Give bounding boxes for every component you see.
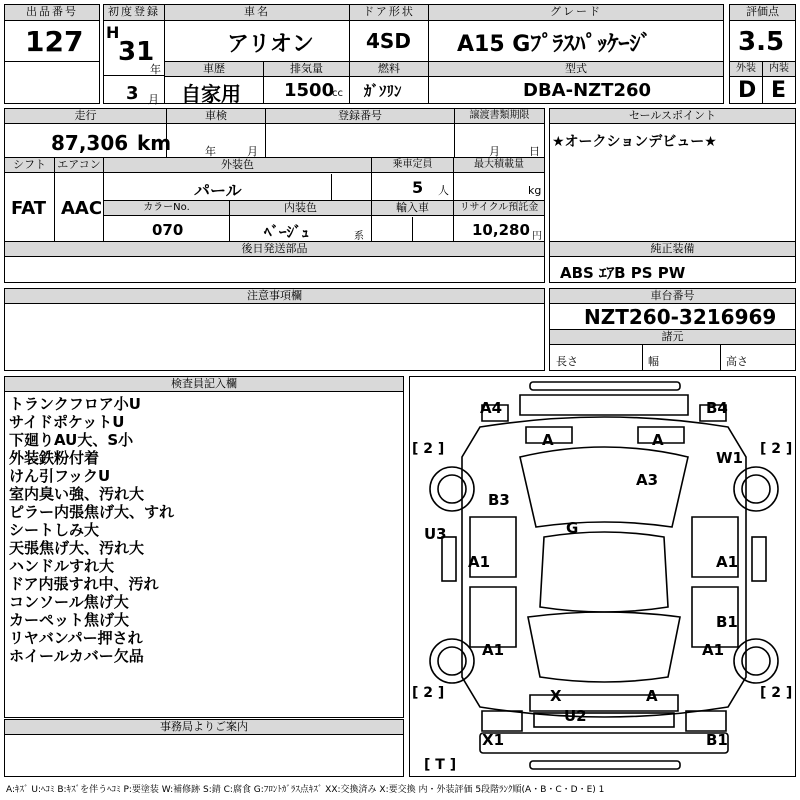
car-diagram xyxy=(409,376,796,777)
damage-U2: U2 xyxy=(564,707,587,725)
int-color-label: 内装色 xyxy=(230,201,371,216)
mileage-label: 走行 xyxy=(5,109,166,124)
color-box xyxy=(103,157,372,201)
inspector-note: サイドポケットU xyxy=(9,413,125,431)
inspector-note: ドア内張すれ中、汚れ xyxy=(9,575,159,593)
lot-label: 出品番号 xyxy=(5,5,99,21)
damage-A4: A4 xyxy=(480,399,503,417)
reg-year: 31 xyxy=(118,37,155,67)
caution-box xyxy=(4,288,545,371)
color-no: 070 xyxy=(152,221,184,239)
inspector-note: ピラー内張焦げ大、すれ xyxy=(9,503,175,521)
fuel: ｶﾞｿﾘﾝ xyxy=(364,82,402,100)
inspector-note: リヤバンパー押され xyxy=(9,629,143,647)
ac: AAC xyxy=(61,198,103,219)
exterior-box xyxy=(729,61,763,104)
recycle-box xyxy=(453,200,545,242)
transfer-box xyxy=(454,108,545,158)
spec-length: 長さ xyxy=(556,355,578,368)
first-reg-box xyxy=(103,4,165,104)
sales-point-label: セールスポイント xyxy=(550,109,795,124)
spec-label: 諸元 xyxy=(550,330,795,345)
chassis-box xyxy=(549,288,796,371)
office-label: 事務局よりご案内 xyxy=(5,720,403,735)
lot-blank xyxy=(4,61,100,104)
ac-label: エアコン xyxy=(55,158,103,173)
color-no-label: カラーNo. xyxy=(104,201,229,216)
damage-X1: X1 xyxy=(482,731,505,749)
inspector-note: カーペット焦げ大 xyxy=(9,611,130,629)
registration-box xyxy=(265,108,455,158)
bracket-bottom-left: [ 2 ] xyxy=(412,685,445,701)
recycle: 10,280 xyxy=(472,221,530,239)
inspector-note: トランクフロア小U xyxy=(9,395,141,413)
bracket-bottom-right: [ 2 ] xyxy=(760,685,793,701)
damage-A3: A3 xyxy=(636,471,659,489)
damage-B3: B3 xyxy=(488,491,510,509)
car-name-label: 車名 xyxy=(165,5,349,21)
capacity: 5 xyxy=(412,178,424,197)
inspector-note: ホイールカバー欠品 xyxy=(9,647,144,665)
car-name-box xyxy=(164,4,350,62)
spec-width: 幅 xyxy=(648,355,659,368)
damage-G: G xyxy=(566,519,579,537)
exterior-label: 外装 xyxy=(730,62,762,77)
inspector-note: 室内臭い強、汚れ大 xyxy=(9,485,145,503)
first-reg-label: 初度登録 xyxy=(104,5,164,21)
equipment-box xyxy=(549,241,796,283)
shift-label: シフト xyxy=(5,158,54,173)
displacement-label: 排気量 xyxy=(264,62,349,77)
car-name: アリオン xyxy=(227,32,314,57)
door-box xyxy=(349,4,429,62)
inspection-label: 車検 xyxy=(167,109,265,124)
damage-A1-rear-left: A1 xyxy=(482,641,505,659)
door-type: 4SD xyxy=(366,29,411,53)
damage-A-rear: A xyxy=(646,687,658,705)
ac-box xyxy=(54,157,104,242)
damage-B4: B4 xyxy=(706,399,728,417)
grade-box xyxy=(428,4,724,62)
equipment-label: 純正装備 xyxy=(550,242,795,257)
month-unit: 月 xyxy=(148,93,159,106)
shift: FAT xyxy=(11,198,47,219)
inspector-notes xyxy=(9,395,174,665)
chassis-number: NZT260-3216969 xyxy=(584,305,777,329)
load-box xyxy=(453,157,545,201)
displacement: 1500 xyxy=(284,80,335,101)
inspector-note: ハンドルすれ大 xyxy=(9,557,115,575)
score-box xyxy=(729,4,796,62)
bracket-T: [ T ] xyxy=(424,757,457,773)
transfer-day: 日 xyxy=(529,145,540,158)
color-label: 外装色 xyxy=(104,158,371,173)
equipment-text: ABS ｴｱB PS PW xyxy=(560,264,686,282)
damage-X-rear: X xyxy=(550,687,562,705)
transfer-month: 月 xyxy=(489,145,500,158)
import-box xyxy=(371,200,454,242)
damage-B1: B1 xyxy=(706,731,728,749)
import-label: 輸入車 xyxy=(372,201,453,216)
damage-A-front-left: A xyxy=(542,431,554,449)
damage-A1-rear-right: A1 xyxy=(702,641,725,659)
history-label: 車歴 xyxy=(165,62,263,77)
model: DBA-NZT260 xyxy=(523,80,652,101)
mileage: 87,306 xyxy=(51,131,129,155)
history-box xyxy=(164,61,264,104)
inspector-note: 外装鉄粉付着 xyxy=(9,449,100,467)
transfer-label: 譲渡書類期限 xyxy=(455,109,544,124)
spec-height: 高さ xyxy=(726,355,748,368)
interior-grade: E xyxy=(771,78,787,103)
shift-box xyxy=(4,157,55,242)
legend: A:ｷｽﾞ U:ﾍｺﾐ B:ｷｽﾞを伴うﾍｺﾐ P:要塗装 W:補修跡 S:錆 C:腐食 G:ﾌﾛﾝﾄｶﾞﾗｽ点ｷｽﾞ XX:交換済み X:要交換 内・外装評価 5段階ﾗﾝｸ順(A・B・C・D・E) 1 xyxy=(6,785,605,795)
displacement-unit: cc xyxy=(332,88,343,99)
int-color: ﾍﾞｰｼﾞｭ xyxy=(264,223,310,241)
damage-A1-right: A1 xyxy=(716,553,739,571)
inspection-box xyxy=(166,108,266,158)
inspection-year: 年 xyxy=(205,145,216,158)
damage-B1-right: B1 xyxy=(716,613,738,631)
grade: A15 Gﾌﾟﾗｽﾊﾟｯｹｰｼﾞ xyxy=(457,32,652,57)
load-unit: kg xyxy=(528,184,542,197)
capacity-label: 乗車定員 xyxy=(372,158,453,173)
later-parts-box xyxy=(4,241,545,283)
int-color-unit: 系 xyxy=(354,231,364,242)
registration-label: 登録番号 xyxy=(266,109,454,124)
bracket-top-right: [ 2 ] xyxy=(760,441,793,457)
inspector-note: コンソール焦げ大 xyxy=(9,593,129,611)
sales-point-text: ★オークションデビュー★ xyxy=(552,134,717,150)
car-outline xyxy=(410,377,795,776)
later-parts-label: 後日発送部品 xyxy=(5,242,544,257)
model-label: 型式 xyxy=(429,62,723,77)
door-label: ドア形状 xyxy=(350,5,428,21)
color: パール xyxy=(194,181,242,200)
color-no-box xyxy=(103,200,230,242)
sales-point-box xyxy=(549,108,796,242)
int-color-box xyxy=(229,200,372,242)
recycle-unit: 円 xyxy=(532,231,542,242)
displacement-box xyxy=(263,61,350,104)
inspector-note: けん引フックU xyxy=(9,467,111,485)
fuel-label: 燃料 xyxy=(350,62,428,77)
history: 自家用 xyxy=(181,82,241,106)
capacity-box xyxy=(371,157,454,201)
inspection-month: 月 xyxy=(247,145,258,158)
score: 3.5 xyxy=(738,27,785,57)
damage-A-front-right: A xyxy=(652,431,664,449)
office-box xyxy=(4,719,404,777)
inspector-note: シートしみ大 xyxy=(9,521,100,539)
capacity-unit: 人 xyxy=(438,184,449,197)
inspector-box xyxy=(4,376,404,718)
damage-A1-left: A1 xyxy=(468,553,491,571)
load-label: 最大積載量 xyxy=(454,158,544,173)
damage-W1: W1 xyxy=(716,449,743,467)
mileage-box xyxy=(4,108,172,158)
exterior-grade: D xyxy=(738,78,757,103)
interior-label: 内装 xyxy=(763,62,795,77)
inspector-note: 下廻りAU大、S小 xyxy=(9,431,134,449)
inspector-note: 天張焦げ大、汚れ大 xyxy=(9,539,145,557)
chassis-label: 車台番号 xyxy=(550,289,795,304)
lot-number: 127 xyxy=(25,25,84,58)
grade-label: グレード xyxy=(429,5,723,21)
recycle-label: リサイクル預託金 xyxy=(454,201,544,216)
mileage-unit: km xyxy=(137,131,172,155)
era: H xyxy=(106,23,120,42)
fuel-box xyxy=(349,61,429,104)
year-unit: 年 xyxy=(150,63,161,76)
inspector-label: 検査員記入欄 xyxy=(5,377,403,392)
score-label: 評価点 xyxy=(730,5,795,21)
bracket-top-left: [ 2 ] xyxy=(412,441,445,457)
lot-box xyxy=(4,4,100,62)
reg-month: 3 xyxy=(126,83,139,104)
interior-box xyxy=(762,61,796,104)
model-box xyxy=(428,61,724,104)
damage-U3: U3 xyxy=(424,525,447,543)
caution-label: 注意事項欄 xyxy=(5,289,544,304)
